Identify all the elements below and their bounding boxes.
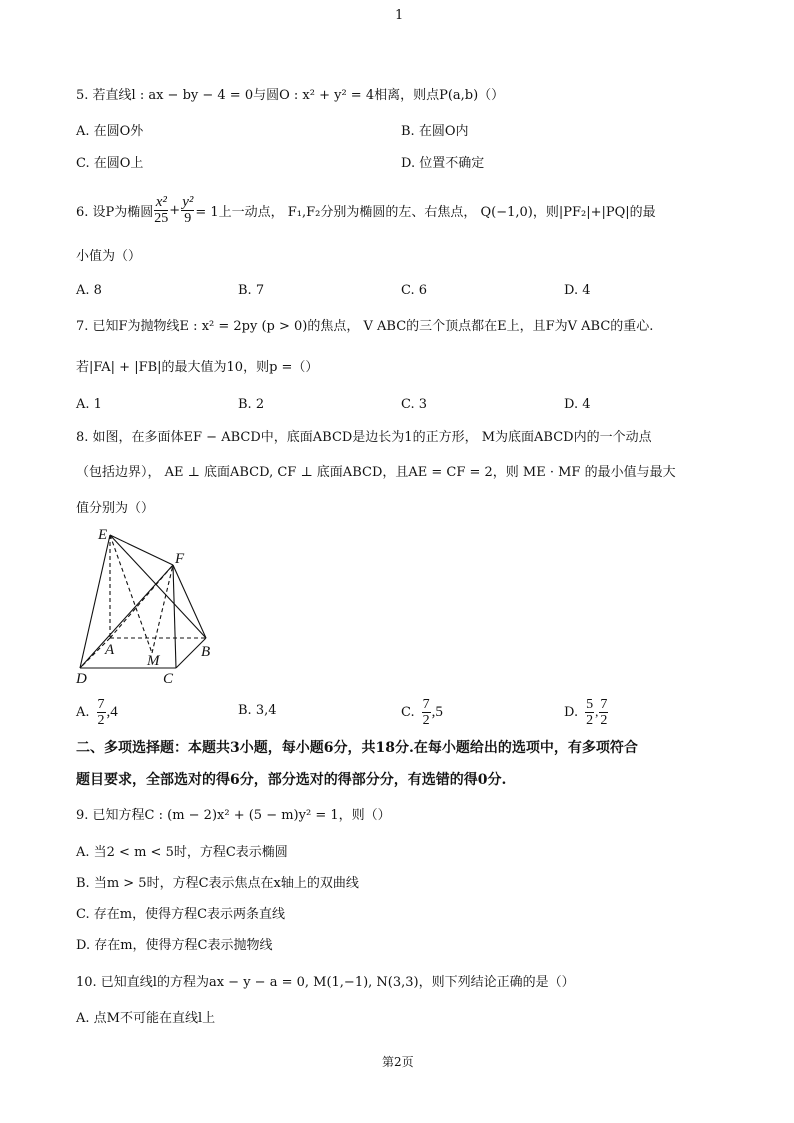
q6-option-b: B. 7: [238, 283, 265, 298]
edge-EF: [110, 535, 173, 565]
q6-option-d: D. 4: [564, 283, 591, 298]
q6-option-c: C. 6: [401, 283, 428, 298]
label-A: A: [105, 642, 115, 658]
q9-option-b: B. 当m > 5时，方程C表示焦点在x轴上的双曲线: [76, 876, 359, 891]
q10-option-a: A. 点M不可能在直线l上: [76, 1011, 216, 1026]
q8-option-a: A. $\frac{7}{2}$ ,4: [76, 696, 118, 728]
label-E: E: [98, 527, 108, 543]
q6-fraction-y: $\frac{\text{y²}}{9}$: [182, 193, 194, 226]
q6-stem-c: 小值为（）: [76, 249, 142, 264]
q7-stem-b: 若|FA| + |FB|的最大值为10，则p =（）: [76, 360, 319, 375]
q5-option-a: A. 在圆O外: [76, 124, 144, 139]
q6-stem-a: 6. 设P为椭圆: [76, 204, 154, 220]
q6-plus: +: [169, 202, 181, 218]
q8-option-d: D. $\frac{5}{2}$ , $\frac{7}{2}$: [564, 696, 608, 728]
q9-option-c: C. 存在m，使得方程C表示两条直线: [76, 907, 286, 922]
label-D: D: [76, 671, 87, 685]
section-2-heading-line1: 二、多项选择题：本题共3小题，每小题6分，共18分.在每小题给出的选项中，有多项符合: [76, 740, 638, 756]
q5-option-b: B. 在圆O内: [401, 124, 469, 139]
q8-stem-c: 值分别为（）: [76, 501, 155, 516]
q5-stem: 5. 若直线l : ax − by − 4 = 0与圆O : x² + y² = 4相离，则点P(a,b)（）: [76, 88, 505, 103]
q7-option-d: D. 4: [564, 397, 591, 412]
page-footer: 第2页: [382, 1055, 414, 1069]
q5-option-c: C. 在圆O上: [76, 156, 144, 171]
q7-option-c: C. 3: [401, 397, 428, 412]
q8-stem-a: 8. 如图，在多面体EF − ABCD中，底面ABCD是边长为1的正方形， M为底面ABCD内的一个动点: [76, 430, 652, 445]
polyhedron-figure: [70, 525, 220, 685]
segment-EM-hidden: [110, 535, 152, 653]
label-M: M: [147, 653, 160, 669]
segment-MF-hidden: [152, 565, 173, 653]
q8-stem-b: （包括边界）， AE ⊥ 底面ABCD, CF ⊥ 底面ABCD，且AE = CF = 2，则 ME · MF 的最小值与最大: [76, 465, 676, 480]
edge-FB: [173, 565, 206, 638]
q8-option-c: C. $\frac{7}{2}$ ,5: [401, 696, 443, 728]
q5-option-d: D. 位置不确定: [401, 156, 485, 171]
q10-stem: 10. 已知直线l的方程为ax − y − a = 0, M(1,−1), N(3,3)，则下列结论正确的是（）: [76, 975, 575, 990]
edge-FC: [173, 565, 176, 668]
page-number-top: 1: [395, 8, 404, 23]
q7-option-b: B. 2: [238, 397, 265, 412]
label-B: B: [201, 644, 211, 660]
label-F: F: [175, 551, 185, 567]
q6-stem: [76, 192, 656, 228]
section-2-heading-line2: 题目要求，全部选对的得6分，部分选对的得部分分，有选错的得0分.: [76, 772, 507, 788]
q7-option-a: A. 1: [76, 397, 102, 412]
q9-option-a: A. 当2 < m < 5时，方程C表示椭圆: [76, 845, 288, 860]
edge-EB: [110, 535, 206, 638]
label-C: C: [163, 671, 174, 685]
q6-fraction-x: $\frac{\text{x²}}{25}$: [154, 193, 169, 226]
q6-stem-b: = 1上一动点， F₁,F₂分别为椭圆的左、右焦点， Q(−1,0)，则|PF₂|+|PQ|的最: [195, 204, 656, 220]
q8-option-b: B. 3,4: [238, 703, 277, 718]
q6-option-a: A. 8: [76, 283, 102, 298]
q9-option-d: D. 存在m，使得方程C表示抛物线: [76, 938, 273, 953]
q9-stem: 9. 已知方程C : (m − 2)x² + (5 − m)y² = 1，则（）: [76, 808, 391, 823]
q7-stem-a: 7. 已知F为抛物线E : x² = 2py (p > 0)的焦点， V ABC的三个顶点都在E上，且F为V ABC的重心.: [76, 319, 654, 334]
